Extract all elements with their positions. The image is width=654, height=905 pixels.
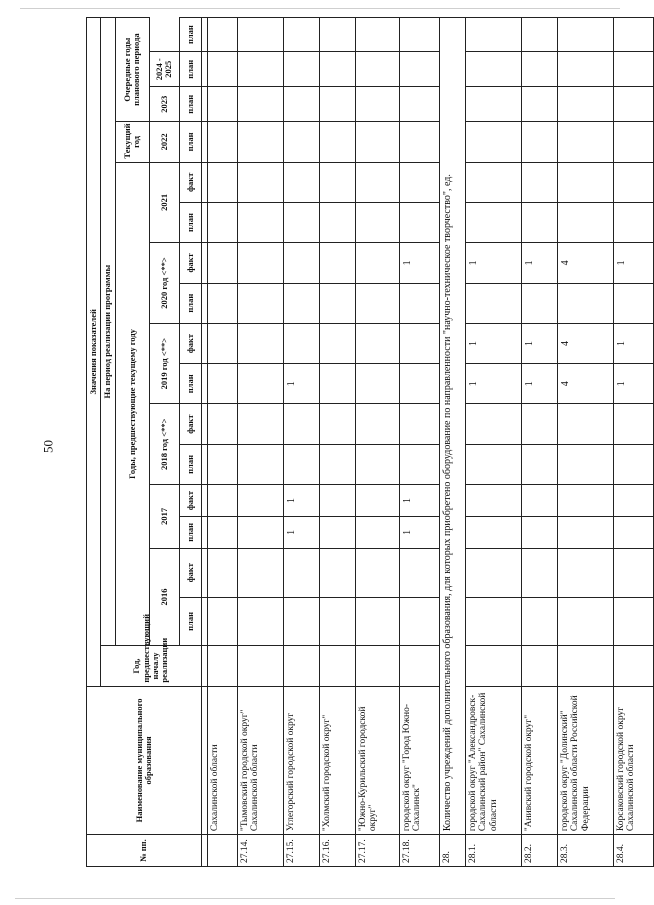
municipality-name: "Анивский городской округ": [521, 686, 557, 835]
value-cell: 4: [557, 323, 613, 363]
value-cell: [399, 122, 439, 162]
value-cell: [283, 283, 319, 323]
value-cell: [521, 122, 557, 162]
value-cell: [207, 646, 237, 686]
value-cell: [319, 364, 355, 404]
value-cell: [557, 516, 613, 548]
header-fact: факт: [179, 162, 201, 202]
value-cell: [355, 202, 399, 242]
value-cell: [207, 122, 237, 162]
value-cell: [283, 404, 319, 444]
header-plan: план: [179, 444, 201, 484]
value-cell: [355, 646, 399, 686]
municipality-name: "Тымовский городской округ" Сахалинской области: [237, 686, 283, 835]
value-cell: [237, 516, 283, 548]
row-number: 28.3.: [557, 835, 613, 867]
value-cell: [557, 162, 613, 202]
value-cell: [613, 646, 653, 686]
row-number: 28.4.: [613, 835, 653, 867]
value-cell: 1: [465, 323, 521, 363]
value-cell: [283, 122, 319, 162]
value-cell: [283, 162, 319, 202]
value-cell: [465, 122, 521, 162]
rotated-table-container: [86, 17, 637, 867]
value-cell: [283, 202, 319, 242]
value-cell: [521, 516, 557, 548]
header-period: На период реализации программы: [101, 18, 115, 646]
municipality-name: "Южно-Курильский городской округ": [355, 686, 399, 835]
value-cell: [557, 485, 613, 517]
value-cell: [283, 18, 319, 52]
value-cell: 1: [521, 364, 557, 404]
value-cell: [465, 283, 521, 323]
value-cell: [237, 364, 283, 404]
value-cell: [237, 283, 283, 323]
value-cell: [319, 323, 355, 363]
header-fact: факт: [179, 323, 201, 363]
value-cell: [557, 52, 613, 87]
header-2019: 2019 год <**>: [149, 323, 179, 404]
value-cell: [465, 87, 521, 122]
value-cell: [319, 404, 355, 444]
value-cell: 1: [613, 364, 653, 404]
header-num: № пп.: [87, 835, 202, 867]
value-cell: [465, 52, 521, 87]
value-cell: [283, 548, 319, 597]
table-row: [355, 18, 399, 867]
header-plan: план: [179, 122, 201, 162]
header-2017: 2017: [149, 485, 179, 549]
value-cell: [399, 87, 439, 122]
row-number: 27.18.: [399, 835, 439, 867]
value-cell: [237, 87, 283, 122]
value-cell: [399, 404, 439, 444]
header-2020: 2020 год <**>: [149, 243, 179, 324]
table-row: [283, 18, 319, 867]
table-row: [207, 18, 237, 867]
value-cell: 1: [399, 485, 439, 517]
value-cell: [355, 444, 399, 484]
row-number: 27.17.: [355, 835, 399, 867]
value-cell: [465, 202, 521, 242]
header-plan: план: [179, 52, 201, 87]
value-cell: [355, 516, 399, 548]
value-cell: [399, 283, 439, 323]
value-cell: [355, 243, 399, 283]
value-cell: [521, 485, 557, 517]
value-cell: 1: [521, 243, 557, 283]
header-plan: план: [179, 597, 201, 646]
value-cell: [355, 485, 399, 517]
value-cell: [319, 485, 355, 517]
value-cell: [237, 323, 283, 363]
header-name: Наименование муниципального образования: [87, 686, 202, 835]
header-next-years: Очередные годы планового периода: [115, 18, 149, 122]
value-cell: [355, 87, 399, 122]
table-row: [521, 18, 557, 867]
value-cell: [237, 597, 283, 646]
table-row: [237, 18, 283, 867]
header-years-before: Годы, предшествующие текущему году: [115, 162, 149, 646]
value-cell: [613, 162, 653, 202]
value-cell: [207, 364, 237, 404]
value-cell: [521, 18, 557, 52]
table-row: [319, 18, 355, 867]
value-cell: [521, 283, 557, 323]
value-cell: [399, 18, 439, 52]
value-cell: [465, 444, 521, 484]
header-fact: факт: [179, 485, 201, 517]
value-cell: [521, 597, 557, 646]
value-cell: [207, 485, 237, 517]
row-number: 28.2.: [521, 835, 557, 867]
value-cell: [207, 162, 237, 202]
header-2018: 2018 год <**>: [149, 404, 179, 485]
municipality-name: "Холмский городской округ": [319, 686, 355, 835]
row-number: 27.14.: [237, 835, 283, 867]
value-cell: [613, 202, 653, 242]
value-cell: [399, 597, 439, 646]
value-cell: [557, 87, 613, 122]
value-cell: [207, 243, 237, 283]
value-cell: [465, 597, 521, 646]
value-cell: [237, 52, 283, 87]
value-cell: [355, 162, 399, 202]
value-cell: 1: [283, 364, 319, 404]
value-cell: [237, 202, 283, 242]
value-cell: [613, 87, 653, 122]
value-cell: [319, 202, 355, 242]
value-cell: [207, 18, 237, 52]
value-cell: [355, 548, 399, 597]
value-cell: [521, 52, 557, 87]
value-cell: 1: [613, 243, 653, 283]
value-cell: [207, 202, 237, 242]
value-cell: [237, 243, 283, 283]
row-number: 27.15.: [283, 835, 319, 867]
value-cell: [355, 18, 399, 52]
value-cell: [613, 52, 653, 87]
value-cell: [465, 485, 521, 517]
value-cell: [237, 404, 283, 444]
value-cell: [613, 597, 653, 646]
value-cell: 1: [283, 516, 319, 548]
value-cell: [557, 597, 613, 646]
value-cell: [521, 202, 557, 242]
value-cell: [283, 323, 319, 363]
municipality-name: Корсаковский городской округ Сахалинской области: [613, 686, 653, 835]
value-cell: [283, 52, 319, 87]
value-cell: [399, 646, 439, 686]
value-cell: 1: [399, 516, 439, 548]
value-cell: [399, 548, 439, 597]
value-cell: [355, 283, 399, 323]
value-cell: [557, 444, 613, 484]
header-base-year: Год, предшествующий началу реализации: [101, 646, 201, 686]
value-cell: [613, 548, 653, 597]
row-number: 27.16.: [319, 835, 355, 867]
page-number: 50: [40, 440, 56, 453]
value-cell: [355, 404, 399, 444]
table-row: [399, 18, 439, 867]
value-cell: [613, 404, 653, 444]
header-2022: 2022: [149, 122, 179, 162]
value-cell: [237, 162, 283, 202]
value-cell: [399, 323, 439, 363]
value-cell: [521, 548, 557, 597]
value-cell: [207, 52, 237, 87]
value-cell: [319, 162, 355, 202]
section-heading: Количество учреждений дополнительного образования, для которых приобретено оборудование по направленности "научно-техническое творчество", ед.: [439, 18, 465, 835]
municipality-name: Углегорский городской округ: [283, 686, 319, 835]
value-cell: [207, 516, 237, 548]
value-cell: [237, 444, 283, 484]
value-cell: [399, 52, 439, 87]
value-cell: [521, 87, 557, 122]
value-cell: [237, 18, 283, 52]
value-cell: [207, 597, 237, 646]
municipality-name: городской округ "Город Южно-Сахалинск": [399, 686, 439, 835]
value-cell: [465, 162, 521, 202]
municipality-name: городской округ "Долинский" Сахалинской области Российской Федерации: [557, 686, 613, 835]
value-cell: [283, 597, 319, 646]
value-cell: [613, 18, 653, 52]
value-cell: [465, 646, 521, 686]
header-fact: факт: [179, 548, 201, 597]
value-cell: [237, 646, 283, 686]
value-cell: [613, 122, 653, 162]
value-cell: [521, 646, 557, 686]
value-cell: [521, 404, 557, 444]
value-cell: [521, 444, 557, 484]
value-cell: [613, 444, 653, 484]
value-cell: [557, 646, 613, 686]
value-cell: [237, 122, 283, 162]
value-cell: [237, 548, 283, 597]
value-cell: [355, 122, 399, 162]
value-cell: [355, 52, 399, 87]
value-cell: 1: [465, 243, 521, 283]
value-cell: [613, 516, 653, 548]
value-cell: [207, 283, 237, 323]
table-row: [439, 18, 465, 867]
value-cell: [319, 52, 355, 87]
row-number: 28.1.: [465, 835, 521, 867]
value-cell: [319, 597, 355, 646]
header-2023: 2023: [149, 87, 179, 122]
row-number: 28.: [439, 835, 465, 867]
value-cell: 4: [557, 364, 613, 404]
header-plan: план: [179, 202, 201, 242]
value-cell: [283, 646, 319, 686]
value-cell: [207, 404, 237, 444]
table-row: [557, 18, 613, 867]
value-cell: [319, 516, 355, 548]
value-cell: 4: [557, 243, 613, 283]
value-cell: [319, 122, 355, 162]
row-number: [207, 835, 237, 867]
value-cell: [207, 87, 237, 122]
value-cell: [465, 548, 521, 597]
municipality-name: Сахалинской области: [207, 686, 237, 835]
scan-border-bottom: [15, 898, 615, 899]
value-cell: 1: [465, 364, 521, 404]
value-cell: [613, 283, 653, 323]
value-cell: [465, 18, 521, 52]
value-cell: [283, 243, 319, 283]
value-cell: [613, 485, 653, 517]
header-2016: 2016: [149, 548, 179, 646]
value-cell: [557, 18, 613, 52]
header-plan: план: [179, 18, 201, 52]
value-cell: [237, 485, 283, 517]
value-cell: 1: [283, 485, 319, 517]
value-cell: [465, 516, 521, 548]
value-cell: [355, 323, 399, 363]
header-2024: 2024 - 2025: [149, 52, 179, 87]
header-fact: факт: [179, 243, 201, 283]
value-cell: [319, 646, 355, 686]
header-current-year: Текущий год: [115, 122, 149, 162]
value-cell: [465, 404, 521, 444]
value-cell: [399, 364, 439, 404]
value-cell: 1: [613, 323, 653, 363]
value-cell: [319, 243, 355, 283]
value-cell: [319, 444, 355, 484]
value-cell: [319, 87, 355, 122]
header-2021: 2021: [149, 162, 179, 243]
value-cell: [399, 162, 439, 202]
value-cell: 1: [521, 323, 557, 363]
value-cell: [319, 18, 355, 52]
value-cell: [557, 548, 613, 597]
value-cell: [207, 323, 237, 363]
value-cell: [399, 202, 439, 242]
value-cell: [557, 202, 613, 242]
indicator-table: [86, 17, 654, 867]
table-body: [207, 18, 653, 867]
value-cell: [355, 364, 399, 404]
header-plan: план: [179, 364, 201, 404]
header-values: Значения показателей: [87, 18, 101, 687]
value-cell: [355, 597, 399, 646]
header-plan: план: [179, 516, 201, 548]
value-cell: [557, 122, 613, 162]
value-cell: [319, 283, 355, 323]
table-row: [465, 18, 521, 867]
value-cell: [283, 87, 319, 122]
value-cell: [557, 283, 613, 323]
header-fact: факт: [179, 404, 201, 444]
value-cell: [319, 548, 355, 597]
value-cell: 1: [399, 243, 439, 283]
value-cell: [283, 444, 319, 484]
scan-border-top: [20, 8, 620, 9]
table-row: [613, 18, 653, 867]
value-cell: [521, 162, 557, 202]
value-cell: [557, 404, 613, 444]
value-cell: [399, 444, 439, 484]
value-cell: [207, 444, 237, 484]
municipality-name: городской округ "Александровск-Сахалинский район" Сахалинской области: [465, 686, 521, 835]
value-cell: [207, 548, 237, 597]
header-plan: план: [179, 283, 201, 323]
header-plan: план: [179, 87, 201, 122]
